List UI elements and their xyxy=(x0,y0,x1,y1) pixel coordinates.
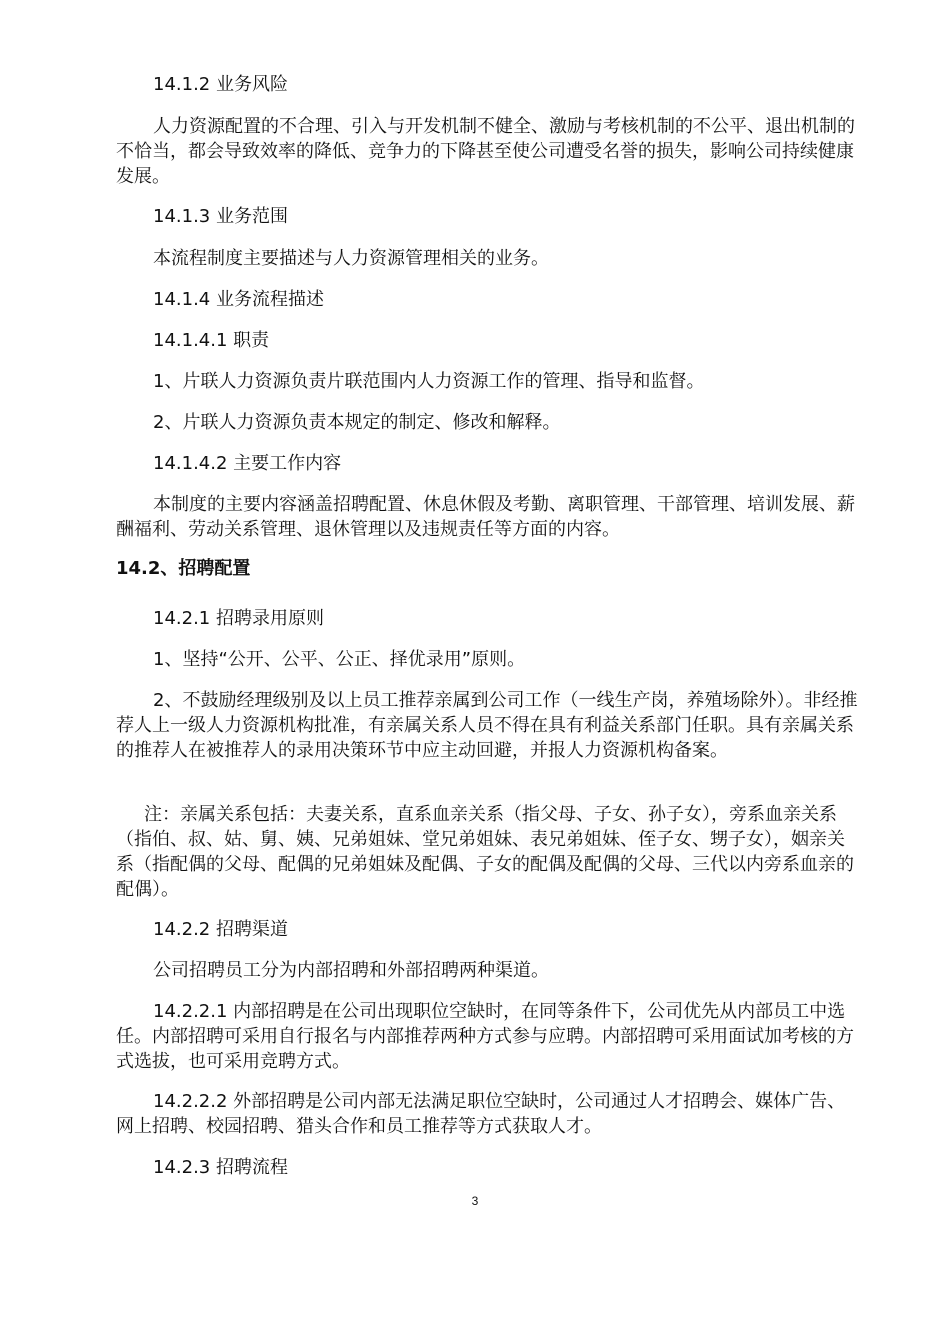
paragraph: 14.2.2.1 内部招聘是在公司出现职位空缺时，在同等条件下，公司优先从内部员工中选任。内部招聘可采用自行报名与内部推荐两种方式参与应聘。内部招聘可采用面试加考核的方式选拔，也可采用竞聘方式。 xyxy=(116,1001,854,1072)
paragraph: 2、不鼓励经理级别及以上员工推荐亲属到公司工作（一线生产岗，养殖场除外）。非经推荐人上一级人力资源机构批准，有亲属关系人员不得在具有利益关系部门任职。具有亲属关系的推荐人在被推荐人的录用决策环节中应主动回避，并报人力资源机构备案。 xyxy=(116,690,858,761)
page-number: 3 xyxy=(471,1194,479,1208)
subsection-heading: 14.1.4.2 主要工作内容 xyxy=(153,453,342,474)
paragraph: 本制度的主要内容涵盖招聘配置、休息休假及考勤、离职管理、干部管理、培训发展、薪酬福利、劳动关系管理、退休管理以及违规责任等方面的内容。 xyxy=(116,494,855,540)
paragraph: 注：亲属关系包括：夫妻关系，直系血亲关系（指父母、子女、孙子女），旁系血亲关系（指伯、叔、姑、舅、姨、兄弟姐妹、堂兄弟姐妹、表兄弟姐妹、侄子女、甥子女），姻亲关系（指配偶的父母、配偶的兄弟姐妹及配偶、子女的配偶及配偶的父母、三代以内旁系血亲的配偶）。 xyxy=(116,804,854,900)
subsection-heading: 14.1.4 业务流程描述 xyxy=(153,289,324,310)
subsection-heading: 14.2.1 招聘录用原则 xyxy=(153,608,324,629)
subsection-heading: 14.1.2 业务风险 xyxy=(153,74,288,95)
subsection-heading: 14.1.3 业务范围 xyxy=(153,206,288,227)
paragraph: 14.2.2.2 外部招聘是公司内部无法满足职位空缺时，公司通过人才招聘会、媒体广告、网上招聘、校园招聘、猎头合作和员工推荐等方式获取人才。 xyxy=(116,1091,846,1137)
subsection-heading: 14.1.4.1 职责 xyxy=(153,330,270,351)
paragraph: 1、片联人力资源负责片联范围内人力资源工作的管理、指导和监督。 xyxy=(153,371,705,392)
section-heading: 14.2、招聘配置 xyxy=(116,558,251,579)
paragraph: 人力资源配置的不合理、引入与开发机制不健全、激励与考核机制的不公平、退出机制的不恰当，都会导致效率的降低、竞争力的下降甚至使公司遭受名誉的损失，影响公司持续健康发展。 xyxy=(116,116,855,187)
paragraph: 1、坚持“公开、公平、公正、择优录用”原则。 xyxy=(153,649,526,670)
paragraph: 本流程制度主要描述与人力资源管理相关的业务。 xyxy=(153,248,549,269)
paragraph: 2、片联人力资源负责本规定的制定、修改和解释。 xyxy=(153,412,561,433)
subsection-heading: 14.2.2 招聘渠道 xyxy=(153,919,288,940)
paragraph: 公司招聘员工分为内部招聘和外部招聘两种渠道。 xyxy=(153,960,549,981)
subsection-heading: 14.2.3 招聘流程 xyxy=(153,1157,288,1178)
